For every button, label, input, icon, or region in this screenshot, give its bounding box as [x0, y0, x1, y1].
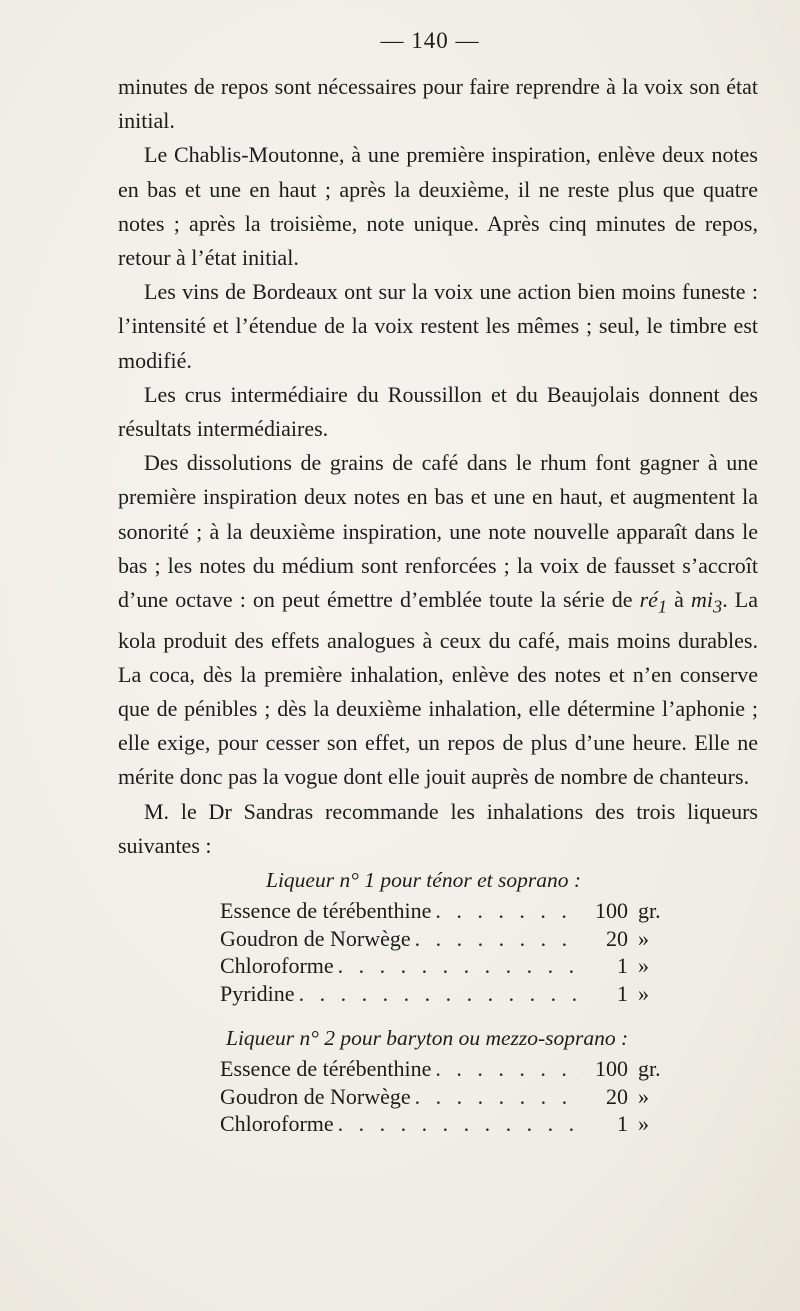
dot-leader: [334, 1110, 584, 1138]
paragraph-cafe-mid: à: [667, 587, 692, 613]
ingredient-row: [220, 1055, 690, 1083]
page-number: — 140 —: [380, 28, 480, 53]
paragraph-chablis: Le Chablis-Moutonne, à une première inspiration, enlève deux notes en bas et une en haut ; après la deuxième, il ne reste plus que quatre notes ; après la troisième, note unique. Après cinq minutes de repos, retour à l’état initial.: [118, 142, 758, 271]
dot-leader: [431, 897, 584, 925]
ingredient-name: Goudron de Norwège: [220, 1083, 411, 1109]
ingredient-unit: »: [638, 1111, 649, 1137]
ingredient-row: [220, 952, 690, 980]
dot-leader: [334, 952, 584, 980]
ingredient-name: Chloroforme: [220, 953, 334, 979]
note-re-index: 1: [657, 596, 668, 617]
note-mi-index: 3: [713, 596, 723, 617]
ingredient-unit: »: [638, 1083, 649, 1109]
note-re-name: ré: [639, 587, 658, 613]
ingredient-name: Essence de térébenthine: [220, 898, 432, 924]
ingredient-name: Goudron de Norwège: [220, 925, 411, 951]
paragraph-sandras: M. le Dr Sandras recommande les inhalations des trois liqueurs suivantes :: [118, 798, 758, 858]
ingredient-row: [220, 1110, 690, 1138]
ingredient-unit: »: [638, 925, 649, 951]
paragraph-cafe-part1: Des dissolutions de grains de café dans le rhum font gagner à une première inspiration deux notes en bas et une en haut, et augmentent la sonorité ; à la deuxième inspiration, une note nouvelle apparaît dans le bas ; les notes du médium sont renforcées ; la voix de fausset s’accroît d’une octave : on peut émettre d’emblée toute la série de: [118, 450, 758, 613]
paragraph-cafe: [118, 446, 758, 794]
paragraph-bordeaux: Les vins de Bordeaux ont sur la voix une action bien moins funeste : l’intensité et l’étendue de la voix restent les mêmes ; seul, le timbre est modifié.: [118, 279, 758, 373]
note-re: [639, 587, 668, 617]
ingredient-row: [220, 980, 690, 1008]
ingredient-qty: 1: [617, 980, 628, 1006]
dot-leader: [411, 1083, 584, 1111]
ingredient-qty: 1: [617, 953, 628, 979]
ingredient-unit: »: [638, 980, 649, 1006]
paragraph-cafe-part2: . La kola produit des effets analogues à ceux du café, mais moins durables. La coca, dès la première inhalation, enlève des notes et n’en conserve que de pénibles ; dès la deuxième inhalation, elle détermine l’aphonie ; elle exige, pour cesser son effet, un repos de plus d’une heure. Elle ne mérite donc pas la vogue dont elle jouit auprès de nombre de chanteurs.: [118, 587, 759, 790]
ingredient-row: [220, 925, 690, 953]
recipe-list-1: [118, 897, 758, 1007]
ingredient-name: Pyridine: [220, 980, 295, 1006]
ingredient-qty: 20: [606, 925, 628, 951]
note-mi-name: mi: [691, 587, 714, 613]
ingredient-qty: 1: [617, 1111, 628, 1137]
paragraph-roussillon: Les crus intermédiaire du Roussillon et du Beaujolais donnent des résultats intermédiaires.: [118, 381, 758, 442]
ingredient-row: [220, 1083, 690, 1111]
ingredient-name: Chloroforme: [220, 1111, 334, 1137]
recipe-list-2: [118, 1055, 758, 1138]
page-body: [118, 70, 758, 1138]
ingredient-unit: gr.: [638, 898, 661, 924]
recipe-title-2: Liqueur n° 2 pour baryton ou mezzo-soprano :: [226, 1026, 629, 1051]
ingredient-unit: gr.: [638, 1056, 661, 1082]
recipe-title-1: Liqueur n° 1 pour ténor et soprano :: [266, 868, 581, 893]
ingredient-row: [220, 897, 690, 925]
dot-leader: [295, 980, 584, 1008]
ingredient-qty: 100: [595, 898, 628, 924]
note-mi: [691, 587, 723, 617]
ingredient-name: Essence de térébenthine: [220, 1056, 432, 1082]
ingredient-qty: 100: [595, 1056, 628, 1082]
ingredient-qty: 20: [606, 1083, 628, 1109]
dot-leader: [411, 925, 584, 953]
dot-leader: [431, 1055, 584, 1083]
ingredient-unit: »: [638, 953, 649, 979]
paragraph-repos: minutes de repos sont nécessaires pour faire reprendre à la voix son état initial.: [118, 74, 758, 134]
